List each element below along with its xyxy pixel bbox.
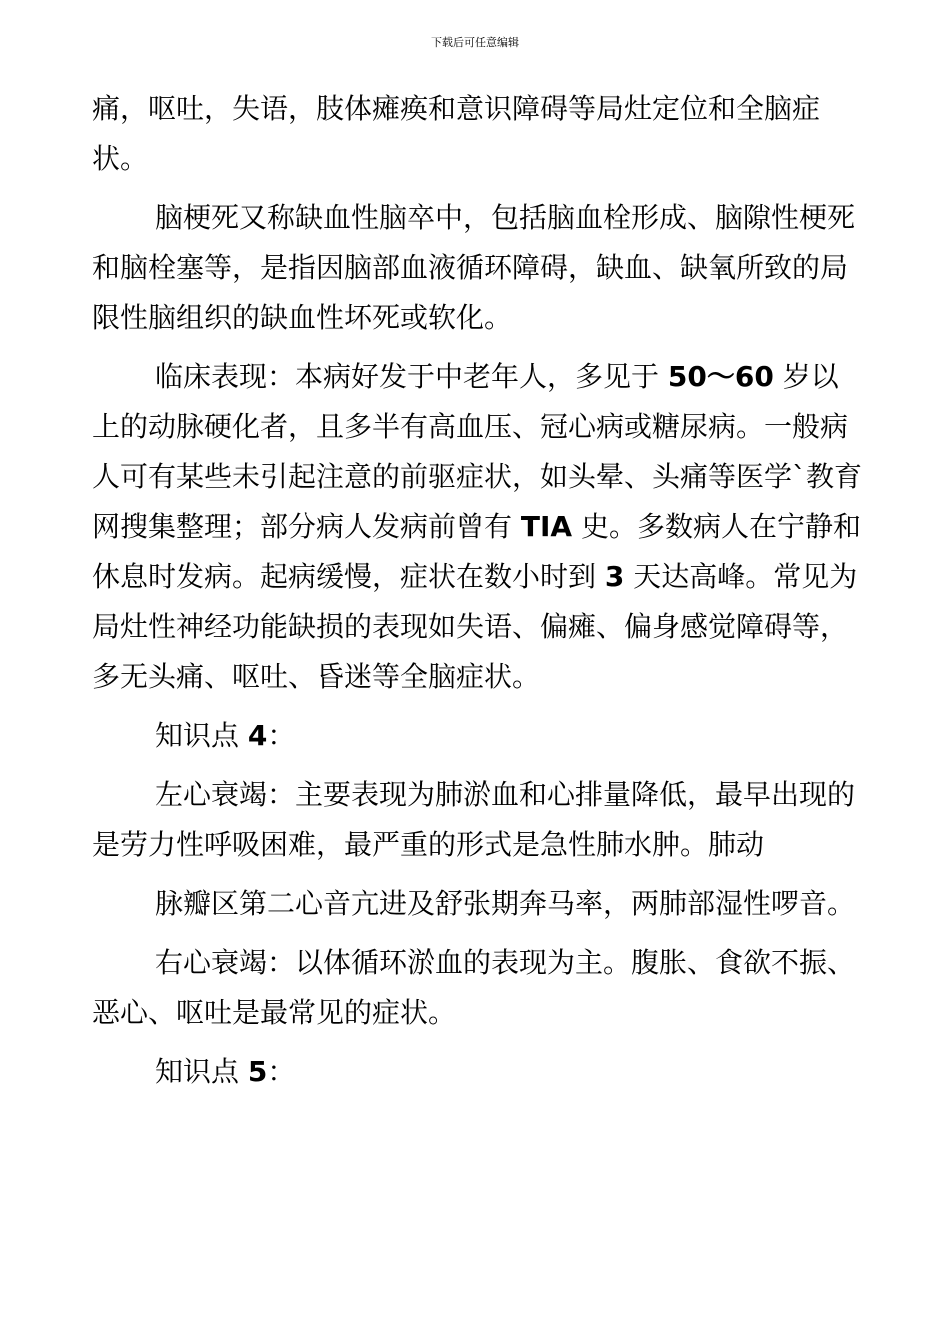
bold-abbreviation: TIA <box>520 510 573 543</box>
bold-number: 3 <box>604 560 625 593</box>
paragraph-cerebral-infarction <box>92 193 862 343</box>
paragraph-clinical-presentation <box>92 352 862 702</box>
text-run: 知识点 <box>155 1055 248 1088</box>
paragraph-stroke-symptoms <box>92 84 862 184</box>
paragraph-left-heart-failure <box>92 770 862 870</box>
bold-number: 4 <box>247 719 268 752</box>
text-run: 脉瓣区第二心音亢进及舒张期奔马率，两肺部湿性啰音。 <box>155 887 856 920</box>
text-run: ： <box>267 719 296 752</box>
text-run: 天达高峰。常见为局灶性神经功能缺损的表现如失语、偏瘫、偏身感觉障碍等，多无头痛、呕吐、昏迷等全脑症状。 <box>92 560 858 693</box>
document-body <box>92 84 862 1106</box>
text-run: 左心衰竭：主要表现为肺淤血和心排量降低，最早出现的是劳力性呼吸困难，最严重的形式是急性肺水肿。肺动 <box>92 778 856 861</box>
bold-number: 5 <box>247 1055 268 1088</box>
paragraph-pulmonary-valve <box>92 879 862 929</box>
text-run: 岁以上的动脉硬化者，且多半有高血压、冠心病或糖尿病。一般病人可有某些未引起注意的前驱症状，如头晕、头痛等医学`教育网搜集整理；部分病人发病前曾有 <box>92 360 863 543</box>
section-heading-knowledge-point-5 <box>92 1047 862 1097</box>
text-run: 知识点 <box>155 719 248 752</box>
paragraph-right-heart-failure <box>92 938 862 1038</box>
page-header: 下载后可任意编辑 <box>431 36 519 49</box>
bold-number: 50～60 <box>667 360 774 393</box>
text-run: 脑梗死又称缺血性脑卒中，包括脑血栓形成、脑隙性梗死和脑栓塞等，是指因脑部血液循环障碍，缺血、缺氧所致的局限性脑组织的缺血性坏死或软化。 <box>92 201 856 334</box>
text-run: 痛，呕吐，失语，肢体瘫痪和意识障碍等局灶定位和全脑症状。 <box>92 92 821 175</box>
text-run: ： <box>267 1055 296 1088</box>
text-run: 临床表现：本病好发于中老年人，多见于 <box>155 360 668 393</box>
text-run: 史。多数病人在宁静和休息时发病。起病缓慢，症状在数小时到 <box>92 510 861 593</box>
section-heading-knowledge-point-4 <box>92 711 862 761</box>
text-run: 右心衰竭：以体循环淤血的表现为主。腹胀、食欲不振、恶心、呕吐是最常见的症状。 <box>92 946 856 1029</box>
